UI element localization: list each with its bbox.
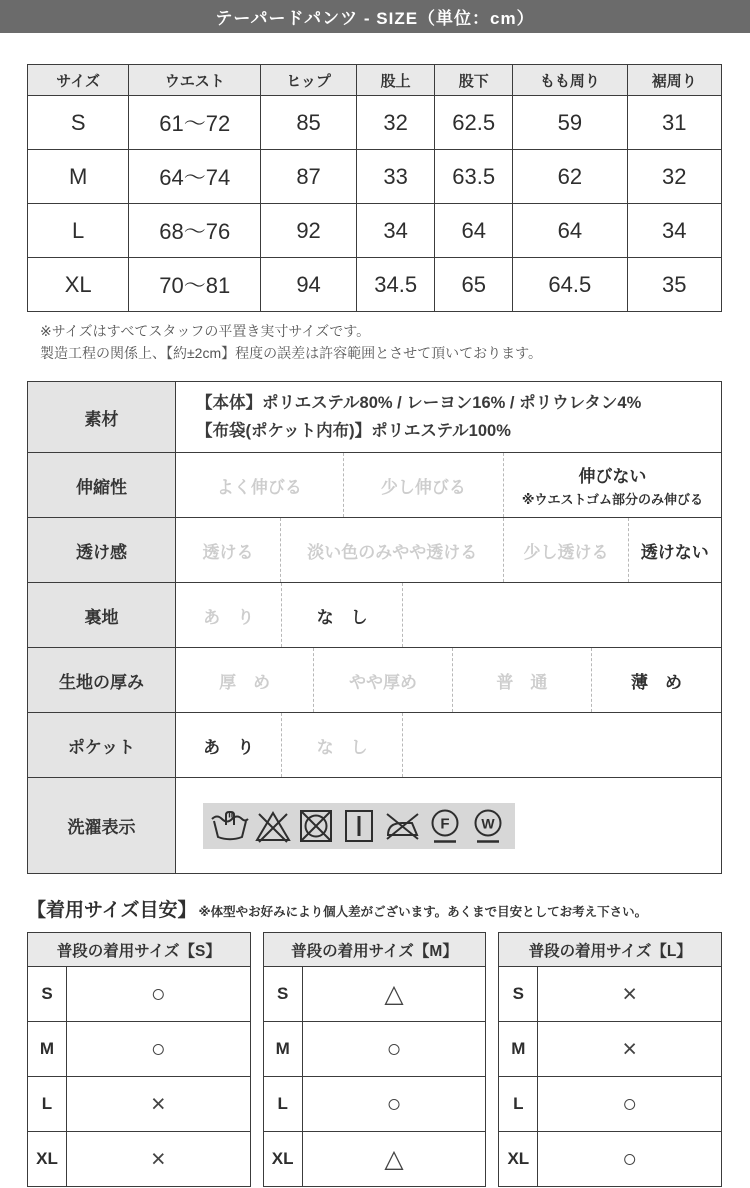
fit-row <box>28 1022 251 1077</box>
spec-row-lining <box>28 583 722 648</box>
spec-label-thickness: 生地の厚み <box>28 648 176 713</box>
fit-mark: × <box>538 1022 722 1077</box>
fit-mark: ○ <box>538 1132 722 1187</box>
fit-row <box>28 1077 251 1132</box>
dry-clean-f-icon <box>425 806 465 846</box>
fit-mark: ○ <box>302 1077 486 1132</box>
page-title-text: テーパードパンツ - SIZE（単位：cm） <box>215 9 535 28</box>
empty-cell-space <box>403 583 721 647</box>
size-label: M <box>28 150 129 204</box>
size-table <box>27 64 722 312</box>
option-pocket-yes-selected: あ り <box>176 713 282 777</box>
rise-value: 34 <box>356 204 434 258</box>
fit-guide-note: ※体型やお好みにより個人差がございます。あくまで目安としてお考え下さい。 <box>198 905 648 920</box>
fit-size-label: M <box>263 1022 302 1077</box>
fit-row <box>499 967 722 1022</box>
svg-text:F: F <box>440 815 450 833</box>
hem-value: 31 <box>627 96 721 150</box>
column-header-thigh: もも周り <box>513 65 628 96</box>
hip-value: 92 <box>261 204 357 258</box>
fit-table-s <box>27 932 251 1187</box>
fit-mark: △ <box>302 967 486 1022</box>
spec-row-sheer <box>28 518 722 583</box>
column-header-inseam: 股下 <box>435 65 513 96</box>
size-note-line2: 製造工程の関係上、【約±2cm】程度の誤差は許容範囲とさせて頂いております。 <box>40 344 543 361</box>
fit-table-l <box>498 932 722 1187</box>
option-sheer: 透ける <box>176 518 281 582</box>
spec-row-stretch <box>28 453 722 518</box>
fit-mark: × <box>67 1077 251 1132</box>
fit-row <box>263 1022 486 1077</box>
waist-value: 61〜72 <box>129 96 261 150</box>
no-bleach-icon <box>253 806 293 846</box>
rise-value: 33 <box>356 150 434 204</box>
spec-table <box>27 381 722 874</box>
fit-mark: △ <box>302 1132 486 1187</box>
inseam-value: 65 <box>435 258 513 312</box>
inseam-value: 62.5 <box>435 96 513 150</box>
size-row-m <box>28 150 722 204</box>
option-sheer-slight: 少し透ける <box>504 518 628 582</box>
column-header-size: サイズ <box>28 65 129 96</box>
fit-size-label: XL <box>499 1132 538 1187</box>
fit-row <box>499 1077 722 1132</box>
line-dry-icon <box>339 806 379 846</box>
material-line1: 【本体】ポリエステル80% / レーヨン16% / ポリウレタン4% <box>196 394 642 413</box>
laundry-care-symbols <box>203 803 515 849</box>
column-header-hip: ヒップ <box>261 65 357 96</box>
fit-mark: ○ <box>67 967 251 1022</box>
fit-size-label: L <box>499 1077 538 1132</box>
empty-cell-space <box>403 713 721 777</box>
spec-label-laundry: 洗濯表示 <box>28 778 176 874</box>
fit-size-label: M <box>499 1022 538 1077</box>
material-text <box>176 389 721 445</box>
fit-table-header-row <box>263 933 486 967</box>
fit-table-title: 普段の着用サイズ【M】 <box>263 933 486 967</box>
thigh-value: 59 <box>513 96 628 150</box>
fit-row <box>28 1132 251 1187</box>
fit-guide-heading <box>27 895 750 922</box>
size-row-s <box>28 96 722 150</box>
hip-value: 85 <box>261 96 357 150</box>
fit-table-title: 普段の着用サイズ【S】 <box>28 933 251 967</box>
thigh-value: 64.5 <box>513 258 628 312</box>
option-pocket-no: な し <box>282 713 403 777</box>
size-row-xl <box>28 258 722 312</box>
fit-size-label: L <box>28 1077 67 1132</box>
fit-size-label: S <box>28 967 67 1022</box>
spec-row-pocket <box>28 713 722 778</box>
fit-row <box>499 1132 722 1187</box>
size-notes <box>40 321 750 364</box>
fit-size-label: XL <box>28 1132 67 1187</box>
rise-value: 32 <box>356 96 434 150</box>
selected-option-text: 伸びない <box>578 467 647 487</box>
option-sheer-light-colors: 淡い色のみやや透ける <box>281 518 504 582</box>
thigh-value: 64 <box>513 204 628 258</box>
option-somewhat-thick: やや厚め <box>314 648 452 712</box>
waist-value: 64〜74 <box>129 150 261 204</box>
size-label: S <box>28 96 129 150</box>
page-title <box>0 0 750 33</box>
size-table-header-row <box>28 65 722 96</box>
option-lining-no-selected: な し <box>282 583 403 647</box>
fit-row <box>263 1132 486 1187</box>
spec-label-sheer: 透け感 <box>28 518 176 583</box>
option-sheer-none-selected: 透けない <box>640 542 709 562</box>
column-header-waist: ウエスト <box>129 65 261 96</box>
material-line2: 【布袋(ポケット内布)】ポリエステル100% <box>196 422 511 441</box>
spec-label-material: 素材 <box>28 382 176 453</box>
fit-size-label: S <box>499 967 538 1022</box>
waist-value: 70〜81 <box>129 258 261 312</box>
size-label: XL <box>28 258 129 312</box>
spec-label-pocket: ポケット <box>28 713 176 778</box>
no-tumble-dry-icon <box>296 806 336 846</box>
spec-row-material <box>28 382 722 453</box>
fit-mark: ○ <box>67 1022 251 1077</box>
fit-table-header-row <box>499 933 722 967</box>
fit-row <box>263 967 486 1022</box>
column-header-hem: 裾周り <box>627 65 721 96</box>
no-iron-icon <box>382 806 422 846</box>
fit-row <box>499 1022 722 1077</box>
fit-table-title: 普段の着用サイズ【L】 <box>499 933 722 967</box>
size-row-l <box>28 204 722 258</box>
option-normal: 普 通 <box>453 648 592 712</box>
fit-guide-title: 【着用サイズ目安】 <box>27 900 197 922</box>
wet-clean-w-icon <box>468 806 508 846</box>
size-label: L <box>28 204 129 258</box>
fit-size-label: S <box>263 967 302 1022</box>
fit-size-label: M <box>28 1022 67 1077</box>
rise-value: 34.5 <box>356 258 434 312</box>
fit-mark: × <box>67 1132 251 1187</box>
spec-row-thickness <box>28 648 722 713</box>
fit-mark: ○ <box>538 1077 722 1132</box>
spec-label-lining: 裏地 <box>28 583 176 648</box>
fit-row <box>28 967 251 1022</box>
option-stretch-little: 少し伸びる <box>344 453 504 517</box>
option-thin-selected: 薄 め <box>631 672 683 692</box>
waist-value: 68〜76 <box>129 204 261 258</box>
column-header-rise: 股上 <box>356 65 434 96</box>
spec-row-laundry <box>28 778 722 874</box>
hand-wash-icon <box>210 806 250 846</box>
stretch-note: ※ウエストゴム部分のみ伸びる <box>521 492 703 508</box>
hem-value: 32 <box>627 150 721 204</box>
fit-table-header-row <box>28 933 251 967</box>
option-thick: 厚 め <box>176 648 314 712</box>
fit-mark: ○ <box>302 1022 486 1077</box>
spec-label-stretch: 伸縮性 <box>28 453 176 518</box>
option-stretch-well: よく伸びる <box>176 453 344 517</box>
hip-value: 87 <box>261 150 357 204</box>
fit-size-label: L <box>263 1077 302 1132</box>
svg-text:W: W <box>481 815 495 832</box>
option-lining-yes: あ り <box>176 583 282 647</box>
fit-tables <box>27 932 722 1187</box>
hem-value: 35 <box>627 258 721 312</box>
inseam-value: 63.5 <box>435 150 513 204</box>
fit-row <box>263 1077 486 1132</box>
inseam-value: 64 <box>435 204 513 258</box>
hem-value: 34 <box>627 204 721 258</box>
fit-mark: × <box>538 967 722 1022</box>
hip-value: 94 <box>261 258 357 312</box>
option-stretch-none-selected <box>504 453 721 517</box>
size-note-line1: ※サイズはすべてスタッフの平置き実寸サイズです。 <box>40 323 371 339</box>
thigh-value: 62 <box>513 150 628 204</box>
fit-size-label: XL <box>263 1132 302 1187</box>
fit-table-m <box>263 932 487 1187</box>
